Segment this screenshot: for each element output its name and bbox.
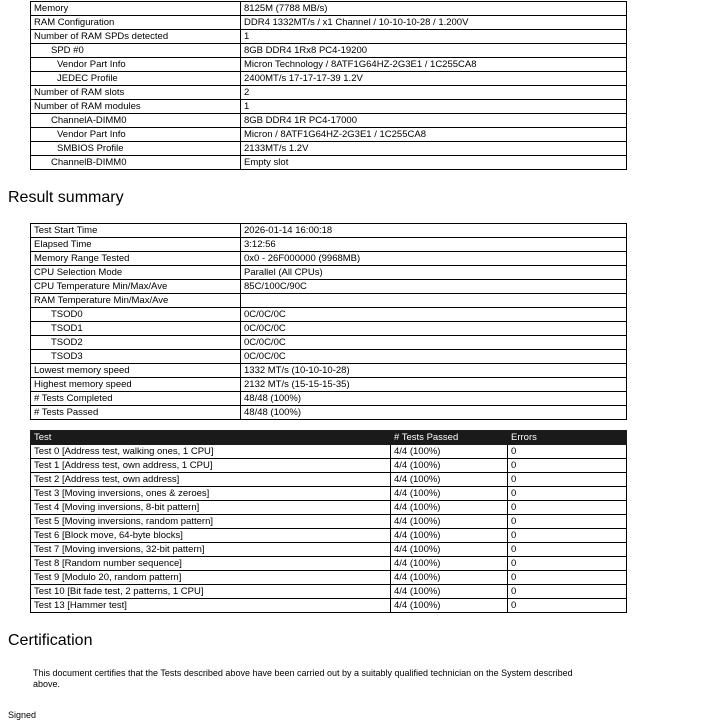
summary-row bbox=[31, 336, 627, 350]
row-value: 48/48 (100%) bbox=[241, 392, 627, 406]
row-value: 0C/0C/0C bbox=[241, 308, 627, 322]
test-name: Test 8 [Random number sequence] bbox=[31, 557, 391, 571]
row-value: 8GB DDR4 1R PC4-17000 bbox=[241, 114, 627, 128]
header-errors: Errors bbox=[508, 431, 627, 445]
certification-text: This document certifies that the Tests described above have been carried out by a suitably qualified technician on the System described above. bbox=[33, 668, 573, 689]
test-row bbox=[31, 501, 627, 515]
header-test: Test bbox=[31, 431, 391, 445]
test-errors: 0 bbox=[508, 529, 627, 543]
summary-row bbox=[31, 378, 627, 392]
test-name: Test 7 [Moving inversions, 32-bit pattern] bbox=[31, 543, 391, 557]
test-name: Test 9 [Modulo 20, random pattern] bbox=[31, 571, 391, 585]
test-passed: 4/4 (100%) bbox=[391, 557, 508, 571]
row-label: Number of RAM slots bbox=[31, 86, 241, 100]
certification-heading: Certification bbox=[8, 632, 93, 649]
spec-row bbox=[31, 142, 627, 156]
spec-table bbox=[30, 1, 627, 170]
test-row bbox=[31, 599, 627, 613]
row-value: 1332 MT/s (10-10-10-28) bbox=[241, 364, 627, 378]
test-passed: 4/4 (100%) bbox=[391, 515, 508, 529]
test-name: Test 1 [Address test, own address, 1 CPU] bbox=[31, 459, 391, 473]
test-passed: 4/4 (100%) bbox=[391, 501, 508, 515]
result-summary-heading: Result summary bbox=[8, 189, 124, 206]
row-value: 0C/0C/0C bbox=[241, 322, 627, 336]
test-row bbox=[31, 445, 627, 459]
row-value: 0C/0C/0C bbox=[241, 336, 627, 350]
row-label: TSOD1 bbox=[31, 322, 241, 336]
test-row bbox=[31, 515, 627, 529]
row-label: CPU Selection Mode bbox=[31, 266, 241, 280]
row-label: ChannelA-DIMM0 bbox=[31, 114, 241, 128]
tests-header-row bbox=[31, 431, 627, 445]
tests-table-header bbox=[31, 431, 627, 445]
spec-row bbox=[31, 2, 627, 16]
header-tests-passed: # Tests Passed bbox=[391, 431, 508, 445]
summary-row bbox=[31, 308, 627, 322]
test-errors: 0 bbox=[508, 543, 627, 557]
test-passed: 4/4 (100%) bbox=[391, 585, 508, 599]
row-value: 0C/0C/0C bbox=[241, 350, 627, 364]
spec-row bbox=[31, 86, 627, 100]
summary-row bbox=[31, 294, 627, 308]
row-value: 0x0 - 26F000000 (9968MB) bbox=[241, 252, 627, 266]
test-errors: 0 bbox=[508, 459, 627, 473]
row-value: 8125M (7788 MB/s) bbox=[241, 2, 627, 16]
summary-row bbox=[31, 224, 627, 238]
test-name: Test 0 [Address test, walking ones, 1 CPU] bbox=[31, 445, 391, 459]
row-value: Empty slot bbox=[241, 156, 627, 170]
test-name: Test 13 [Hammer test] bbox=[31, 599, 391, 613]
row-label: Lowest memory speed bbox=[31, 364, 241, 378]
test-passed: 4/4 (100%) bbox=[391, 487, 508, 501]
test-row bbox=[31, 529, 627, 543]
test-name: Test 6 [Block move, 64-byte blocks] bbox=[31, 529, 391, 543]
row-label: # Tests Passed bbox=[31, 406, 241, 420]
test-passed: 4/4 (100%) bbox=[391, 459, 508, 473]
signed-label: Signed bbox=[8, 710, 37, 720]
row-value: Micron / 8ATF1G64HZ-2G3E1 / 1C255CA8 bbox=[241, 128, 627, 142]
row-value: 85C/100C/90C bbox=[241, 280, 627, 294]
summary-row bbox=[31, 280, 627, 294]
test-row bbox=[31, 459, 627, 473]
summary-row bbox=[31, 350, 627, 364]
spec-row bbox=[31, 16, 627, 30]
tests-table bbox=[30, 430, 627, 613]
test-passed: 4/4 (100%) bbox=[391, 543, 508, 557]
test-name: Test 4 [Moving inversions, 8-bit pattern] bbox=[31, 501, 391, 515]
row-label: Memory bbox=[31, 2, 241, 16]
spec-row bbox=[31, 44, 627, 58]
tests-table-body bbox=[31, 445, 627, 613]
test-errors: 0 bbox=[508, 571, 627, 585]
row-label: Memory Range Tested bbox=[31, 252, 241, 266]
row-label: Elapsed Time bbox=[31, 238, 241, 252]
row-label: Number of RAM SPDs detected bbox=[31, 30, 241, 44]
summary-row bbox=[31, 266, 627, 280]
row-value: 2400MT/s 17-17-17-39 1.2V bbox=[241, 72, 627, 86]
test-errors: 0 bbox=[508, 473, 627, 487]
test-passed: 4/4 (100%) bbox=[391, 473, 508, 487]
row-label: Vendor Part Info bbox=[31, 58, 241, 72]
spec-table-body bbox=[31, 2, 627, 170]
spec-row bbox=[31, 114, 627, 128]
row-label: RAM Temperature Min/Max/Ave bbox=[31, 294, 241, 308]
row-label: TSOD0 bbox=[31, 308, 241, 322]
test-errors: 0 bbox=[508, 599, 627, 613]
test-passed: 4/4 (100%) bbox=[391, 529, 508, 543]
test-passed: 4/4 (100%) bbox=[391, 571, 508, 585]
test-row bbox=[31, 487, 627, 501]
test-row bbox=[31, 473, 627, 487]
summary-row bbox=[31, 252, 627, 266]
row-label: ChannelB-DIMM0 bbox=[31, 156, 241, 170]
row-value: DDR4 1332MT/s / x1 Channel / 10-10-10-28 / 1.200V bbox=[241, 16, 627, 30]
row-label: RAM Configuration bbox=[31, 16, 241, 30]
row-value: Micron Technology / 8ATF1G64HZ-2G3E1 / 1C255CA8 bbox=[241, 58, 627, 72]
test-errors: 0 bbox=[508, 515, 627, 529]
summary-row bbox=[31, 238, 627, 252]
summary-row bbox=[31, 364, 627, 378]
row-value: Parallel (All CPUs) bbox=[241, 266, 627, 280]
test-name: Test 2 [Address test, own address] bbox=[31, 473, 391, 487]
row-value: 48/48 (100%) bbox=[241, 406, 627, 420]
row-value: 2 bbox=[241, 86, 627, 100]
summary-table bbox=[30, 223, 627, 420]
row-label: Number of RAM modules bbox=[31, 100, 241, 114]
test-errors: 0 bbox=[508, 487, 627, 501]
spec-row bbox=[31, 128, 627, 142]
row-value: 2133MT/s 1.2V bbox=[241, 142, 627, 156]
test-row bbox=[31, 557, 627, 571]
row-value: 3:12:56 bbox=[241, 238, 627, 252]
test-passed: 4/4 (100%) bbox=[391, 445, 508, 459]
row-label: Highest memory speed bbox=[31, 378, 241, 392]
test-errors: 0 bbox=[508, 501, 627, 515]
spec-row bbox=[31, 156, 627, 170]
spec-row bbox=[31, 100, 627, 114]
row-value: 2026-01-14 16:00:18 bbox=[241, 224, 627, 238]
test-row bbox=[31, 571, 627, 585]
test-errors: 0 bbox=[508, 557, 627, 571]
spec-row bbox=[31, 72, 627, 86]
test-row bbox=[31, 543, 627, 557]
row-label: CPU Temperature Min/Max/Ave bbox=[31, 280, 241, 294]
row-label: JEDEC Profile bbox=[31, 72, 241, 86]
test-name: Test 10 [Bit fade test, 2 patterns, 1 CPU] bbox=[31, 585, 391, 599]
summary-table-body bbox=[31, 224, 627, 420]
summary-row bbox=[31, 392, 627, 406]
row-label: SPD #0 bbox=[31, 44, 241, 58]
row-label: Vendor Part Info bbox=[31, 128, 241, 142]
test-row bbox=[31, 585, 627, 599]
row-label: Test Start Time bbox=[31, 224, 241, 238]
row-value: 8GB DDR4 1Rx8 PC4-19200 bbox=[241, 44, 627, 58]
test-passed: 4/4 (100%) bbox=[391, 599, 508, 613]
row-label: SMBIOS Profile bbox=[31, 142, 241, 156]
test-errors: 0 bbox=[508, 585, 627, 599]
test-name: Test 5 [Moving inversions, random pattern] bbox=[31, 515, 391, 529]
row-value: 1 bbox=[241, 100, 627, 114]
summary-row bbox=[31, 322, 627, 336]
row-label: # Tests Completed bbox=[31, 392, 241, 406]
row-label: TSOD3 bbox=[31, 350, 241, 364]
summary-row bbox=[31, 406, 627, 420]
row-value bbox=[241, 294, 627, 308]
test-errors: 0 bbox=[508, 445, 627, 459]
test-name: Test 3 [Moving inversions, ones & zeroes] bbox=[31, 487, 391, 501]
row-value: 2132 MT/s (15-15-15-35) bbox=[241, 378, 627, 392]
spec-row bbox=[31, 30, 627, 44]
row-value: 1 bbox=[241, 30, 627, 44]
row-label: TSOD2 bbox=[31, 336, 241, 350]
spec-row bbox=[31, 58, 627, 72]
